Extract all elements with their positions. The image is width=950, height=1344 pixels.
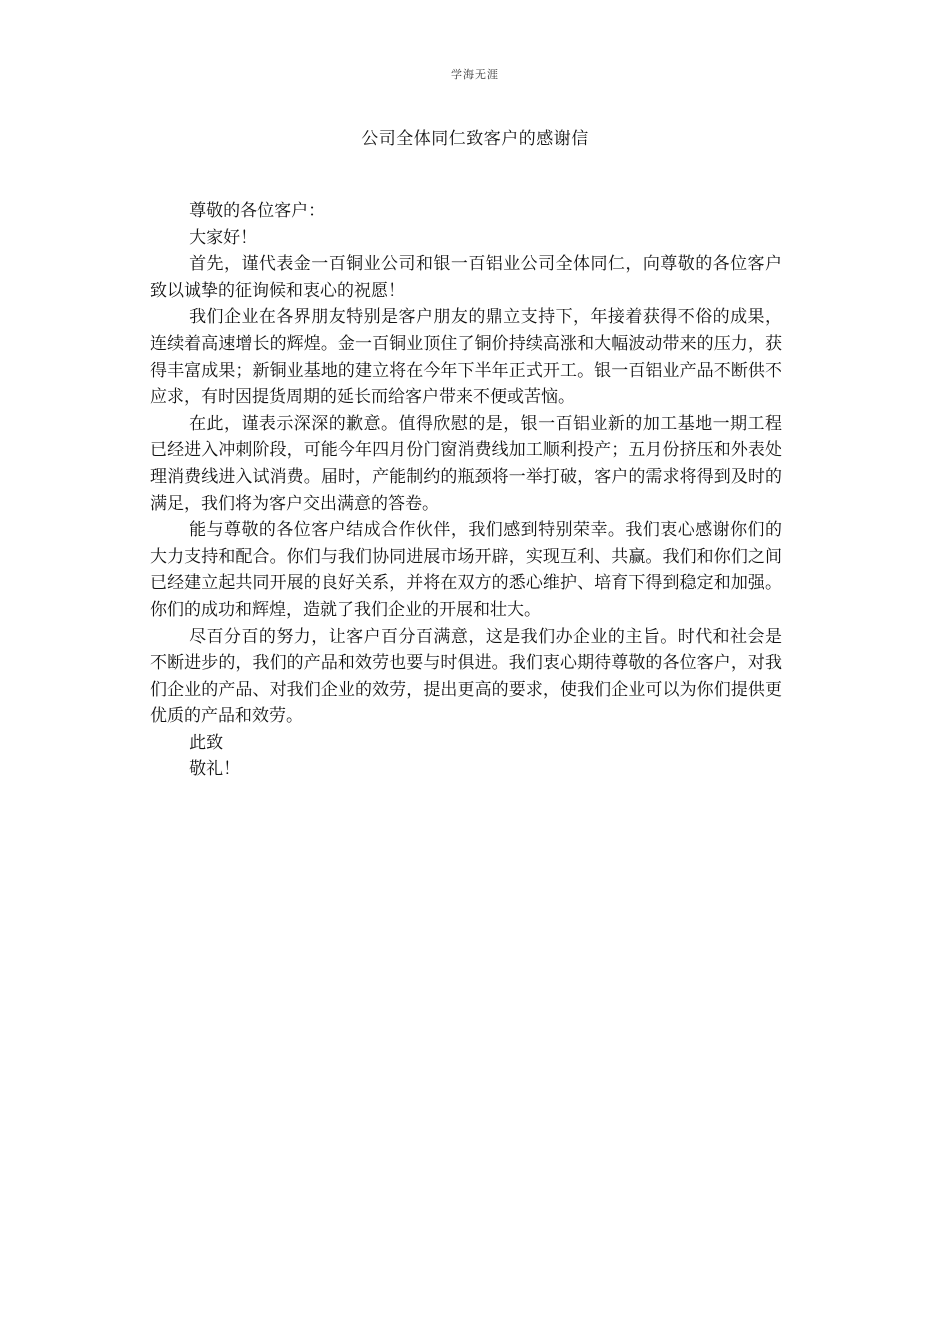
paragraph-intro: 首先，谨代表金一百铜业公司和银一百铝业公司全体同仁，向尊敬的各位客户致以诚挚的征询候和衷心的祝愿！ [150,254,782,301]
letter-body [150,198,782,783]
greeting: 大家好！ [189,227,258,248]
closing-line-2: 敬礼！ [189,759,241,780]
letter-title: 公司全体同仁致客户的感谢信 [361,129,589,149]
paragraph-partnership: 能与尊敬的各位客户结成合作伙伴，我们感到特别荣幸。我们衷心感谢你们的大力支持和配合。你们与我们协同进展市场开辟，实现互利、共赢。我们和你们之间已经建立起共同开展的良好关系，并将在双方的悉心维护、培育下得到稳定和加强。你们的成功和辉煌，造就了我们企业的开展和壮大。 [150,520,782,620]
page-header: 学海无涯 [451,68,499,81]
paragraph-apology: 在此，谨表示深深的歉意。值得欣慰的是，银一百铝业新的加工基地一期工程已经进入冲刺阶段，可能今年四月份门窗消费线加工顺利投产；五月份挤压和外表处理消费线进入试消费。届时，产能制约的瓶颈将一举打破，客户的需求将得到及时的满足，我们将为客户交出满意的答卷。 [150,413,782,514]
paragraph-achievements: 我们企业在各界朋友特别是客户朋友的鼎立支持下，年接着获得不俗的成果，连续着高速增长的辉煌。金一百铜业顶住了铜价持续高涨和大幅波动带来的压力，获得丰富成果；新铜业基地的建立将在今年下半年正式开工。银一百铝业产品不断供不应求，有时因提货周期的延长而给客户带来不便或苦恼。 [150,307,782,408]
salutation: 尊敬的各位客户： [189,201,326,221]
closing-line-1: 此致 [189,732,224,753]
paragraph-commitment: 尽百分百的努力，让客户百分百满意，这是我们办企业的主旨。时代和社会是不断进步的，我们的产品和效劳也要与时俱进。我们衷心期待尊敬的各位客户，对我们企业的产品、对我们企业的效劳，提出更高的要求，使我们企业可以为你们提供更优质的产品和效劳。 [150,626,782,727]
